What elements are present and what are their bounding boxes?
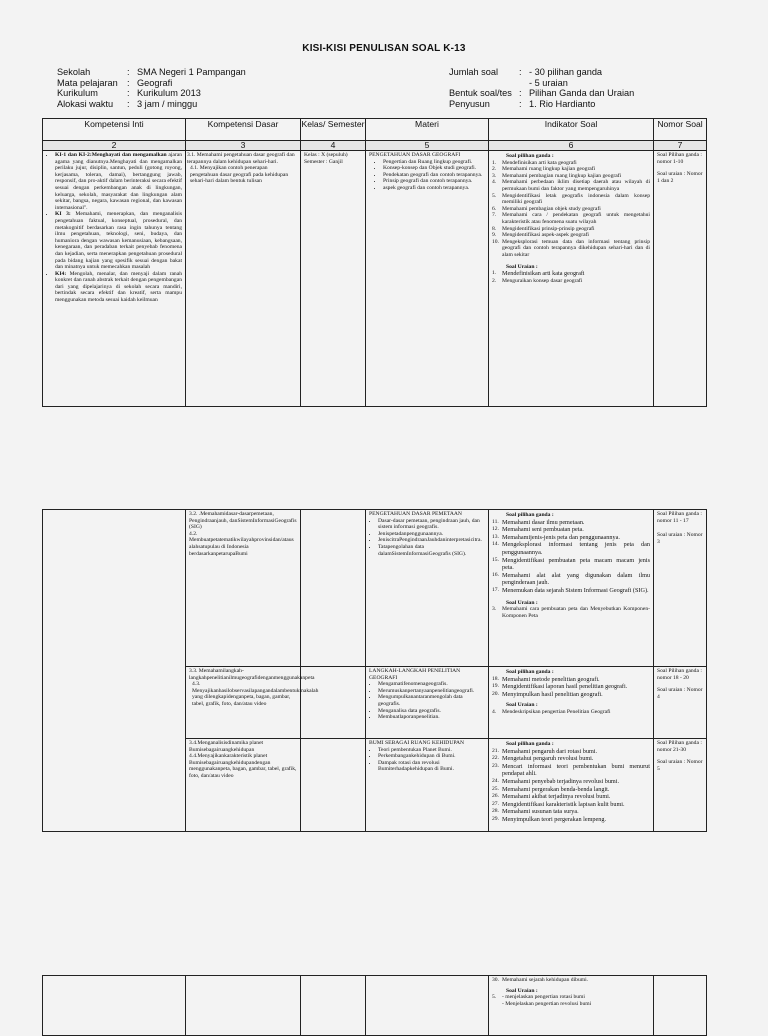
- indikator-item: [492, 166, 650, 173]
- pg-title: Soal pilihan ganda :: [506, 741, 554, 747]
- item-number: 17.: [492, 586, 499, 593]
- item-number: 6.: [492, 205, 497, 212]
- ki-lead: KI 3:: [55, 211, 71, 218]
- indikator-item: [492, 232, 650, 239]
- indikator-item: [492, 691, 650, 699]
- materi-item: • aspek geografi dan contoh terapannya.: [383, 185, 485, 192]
- item-text: Memahami perbedaan iklim disetiap daerah atau wilayah di permukaan bumi dan faktor yang mempengaruhinya: [502, 179, 650, 192]
- item-text: Memahami seni pembuatan peta.: [502, 526, 584, 534]
- materi-title: BUMI SEBAGAI RUANG KEHIDUPAN: [369, 740, 465, 746]
- materi-item: • Dasar-dasar pemetaan, pengindraan jauh, dan sistem informasi geografis.: [378, 518, 485, 531]
- item-number: 13.: [492, 533, 499, 540]
- pg-title: Soal pilihan ganda :: [506, 512, 554, 518]
- item-number: [492, 1001, 502, 1008]
- item-number: 1.: [492, 270, 497, 277]
- materi-item: • Menganalisa data geografis.: [378, 708, 485, 715]
- indikator-item: [492, 786, 650, 794]
- info-row-form: [449, 88, 634, 99]
- item-number: 21.: [492, 747, 499, 754]
- item-text: Memahami pembagian objek study geografi: [502, 205, 601, 212]
- info-colon: :: [127, 67, 130, 77]
- item-text: Memahamijenis-jenis peta dan penggunaannya.: [502, 533, 620, 541]
- item-text: Mengeksplorasi temuan data dan informasi tentang prinsip geografi dan contoh terapannya dikehidupan sehari-hari dan di alam sekitar: [502, 238, 650, 258]
- info-key: Kurikulum: [57, 88, 98, 98]
- info-value: SMA Negeri 1 Pampangan: [137, 67, 246, 77]
- item-text: Memahami sejarah kehidupan dibumi.: [502, 977, 589, 983]
- indikator-item: [492, 683, 650, 691]
- indikator-item: [492, 541, 650, 556]
- indikator-item: [492, 709, 650, 716]
- indikator-cell: [489, 739, 654, 832]
- item-text: Menyimpulkan hasil penelitian geografi.: [502, 690, 603, 698]
- info-row-time: [57, 99, 246, 110]
- item-text: Mengidentifikasi laporan hasil penelitian geografi.: [502, 683, 628, 691]
- indikator-cell: [489, 151, 654, 407]
- item-number: 7.: [492, 212, 497, 219]
- indikator-item: [492, 173, 650, 180]
- indikator-item: [492, 179, 650, 192]
- nomor-pg: Soal Pilihan ganda : nomor 1-10: [657, 152, 702, 165]
- item-number: 27.: [492, 800, 499, 807]
- item-text: - menjelaskan pengertian rotasi bumi: [502, 994, 585, 1001]
- info-key: Sekolah: [57, 67, 91, 77]
- info-key: [449, 78, 519, 89]
- materi-cell: [366, 510, 489, 667]
- col-number: 3: [186, 141, 301, 151]
- kd-cell: [186, 667, 319, 739]
- item-text: Menemukan data sejarah Sistem Informasi Geografi (SIG).: [502, 586, 649, 594]
- ur-title: Soal Uraian :: [506, 263, 538, 270]
- kd-item: 4.1. Menyajikan contoh penerapan pengetahuan dasar geografi pada kehidupan sehari-hari dalam bentuk tulisan: [190, 165, 289, 185]
- item-text: Mengidentifikasi prinsip-prinsip geografi: [502, 225, 595, 232]
- item-text: Memahami ruang lingkup kajian geografi: [502, 166, 596, 173]
- ki-cell-empty: [43, 976, 186, 1036]
- indikator-item: [492, 778, 650, 786]
- info-colon: :: [519, 98, 522, 109]
- materi-title: PENGETAHUAN DASAR PEMETAAN: [369, 511, 462, 517]
- indikator-item: [492, 606, 650, 619]
- ki-item: [55, 271, 182, 304]
- info-value: 1. Rio Hardianto: [529, 98, 596, 109]
- item-number: 8.: [492, 225, 497, 232]
- kelas-cell: [301, 151, 366, 407]
- item-text: Memahami pembagian ruang lingkup kajian geografi: [502, 172, 622, 179]
- col-number: 2: [43, 141, 186, 151]
- item-text: Memahami metode penelitian geografi.: [502, 675, 600, 683]
- item-text: Memahami cara / pendekatan geografi untuk mengetahui karakteristik atau fenomena suatu wilayah: [502, 212, 650, 225]
- kd-cell-empty: [186, 976, 301, 1036]
- kd-item: 3.2. .Memahamidasar-dasarpemetaan, Pengindraanjauh, danSistemInformasiGeografis (SIG): [189, 511, 297, 531]
- materi-item: • Teori pembentukan Planet Bumi.: [378, 747, 485, 754]
- item-number: 25.: [492, 785, 499, 792]
- indikator-item: [492, 212, 650, 225]
- item-number: 3.: [492, 172, 497, 179]
- item-text: Memahami susunan tata surya.: [502, 808, 579, 816]
- indikator-item: [492, 977, 650, 984]
- ki-item: [55, 152, 182, 211]
- indikator-item: [492, 748, 650, 756]
- col-header-indikator: Indikator Soal: [489, 119, 654, 141]
- materi-item: • Prinsip geografi dan contoh terapannya.: [383, 178, 485, 185]
- info-colon: :: [127, 88, 130, 98]
- kelas-cell-empty: [301, 976, 366, 1036]
- materi-title: LANGKAH-LANGKAH PENELITIAN GEOGRAFI: [369, 668, 461, 681]
- info-colon: :: [127, 77, 130, 88]
- indikator-item: [492, 270, 650, 278]
- info-row-author: [449, 99, 634, 110]
- info-value: 3 jam / minggu: [137, 98, 198, 109]
- item-text: Memahami dasar ilmu pemetaan.: [502, 518, 585, 526]
- materi-item: • Perkembangankehidupan di Bumi.: [378, 753, 485, 760]
- item-number: 9.: [492, 232, 497, 239]
- info-row-subject: [57, 78, 246, 89]
- ki-text: Memahami, menerapkan, dan menganalisis pengetahuan faktual, konseptual, prosedural, dan metakognitif berdasarkan rasa ingin tahunya tentang ilmu pengetahuan, teknologi, seni, budaya, dan humaniora dengan wawasan kemanusiaan, kebangsaan, kenegaraan, dan peradaban terkait penyebab fenomena dan kejadian, serta menerapkan pengetahuan prosedural pada bidang kajian yang spesifik sesuai dengan bakat dan minatnya untuk memecahkan masalah: [55, 211, 182, 271]
- indikator-item: [492, 755, 650, 763]
- col-header-materi: Materi: [366, 119, 489, 141]
- item-number: 5.: [492, 192, 497, 199]
- indikator-item: [492, 808, 650, 816]
- materi-cell: [366, 739, 489, 832]
- ur-title: Soal Uraian :: [506, 987, 538, 994]
- info-row-count: [449, 67, 634, 78]
- item-number: 24.: [492, 777, 499, 784]
- ki-cell: [43, 151, 186, 407]
- item-text: Mendefinisikan arti kata geografi: [502, 270, 585, 278]
- item-number: 20.: [492, 690, 499, 697]
- materi-item: • Jenispetadanpenggunaannya.: [378, 531, 485, 538]
- item-text: Mengidentifikasi pembuatan peta macam macam jenis peta.: [502, 556, 650, 572]
- materi-item: • Pengertian dan Ruang lingkup geografi.: [383, 159, 485, 166]
- indikator-item: [492, 676, 650, 684]
- item-number: 1.: [492, 159, 497, 166]
- item-number: 23.: [492, 762, 499, 769]
- info-key: Penyusun: [449, 98, 490, 109]
- kd-item: 4.3. Menyajikanhasilobservasilapangandalambentukmakalah yang dilengkapidenganpeta, bagan, gambar, tabel, grafik, foto, dan/atau video: [192, 681, 319, 707]
- item-number: 11.: [492, 518, 499, 525]
- item-text: Mengidentifikasi letak geografis indonesia dalam konsep memiliki geografi: [502, 192, 650, 206]
- item-number: 14.: [492, 541, 499, 548]
- ki-cell-empty: [43, 510, 186, 832]
- col-header-ki: Kompetensi Inti: [43, 119, 186, 141]
- info-value: - 30 pilihan ganda: [529, 67, 603, 77]
- col-number: 4: [301, 141, 366, 151]
- kd-item: 4.4.Menyajikankarakteristik planet Bumisebagairuangkehidupandengan menggunakanpeta, bagan, gambar, tabel, grafik, foto, dan/atau video: [189, 753, 297, 779]
- kelas-cell-empty: [301, 510, 366, 667]
- kisi-table-continued: [42, 509, 707, 832]
- item-number: 30.: [492, 977, 499, 983]
- item-text: - Menjelaskan pengertian revolusi bumi: [502, 1000, 592, 1007]
- col-header-kd: Kompetensi Dasar: [186, 119, 301, 141]
- indikator-item: [492, 534, 650, 542]
- item-text: Menguraikan konsep dasar geografi: [502, 277, 583, 284]
- info-value: - 5 uraian: [529, 77, 568, 88]
- indikator-cell: [489, 667, 654, 739]
- indikator-item: [492, 239, 650, 259]
- item-number: 15.: [492, 556, 499, 563]
- kd-cell: [186, 739, 301, 832]
- indikator-item: [492, 763, 650, 778]
- ki-item: [55, 211, 182, 270]
- item-text: Mengidentifikasi karakteristik lapisan kulit bumi.: [502, 800, 625, 808]
- materi-item: • Dampak rotasi dan revolusi Bumiterhadapkehidupan di Bumi.: [378, 760, 485, 773]
- item-text: Mencari informasi teori pembentukan bumi menurut pendapat ahli.: [502, 762, 650, 778]
- item-text: Memahami akibat terjadinya revolusi bumi.: [502, 793, 611, 801]
- kelas-text: Kelas : X (sepuluh) Semester : Ganjil: [304, 152, 348, 165]
- materi-title: PENGETAHUAN DASAR GEOGRAFI: [369, 152, 461, 158]
- info-row-school: [57, 67, 246, 78]
- item-text: Mengidentifikasi aspek-aspek geografi: [502, 232, 589, 239]
- materi-item: • Tatapengolahan data dalamSistemInformasiGeografis (SIG).: [378, 544, 485, 557]
- item-number: 18.: [492, 675, 499, 682]
- pg-title: Soal pilihan ganda :: [506, 669, 554, 675]
- materi-item: • Membuatlaporanpenelitian.: [378, 714, 485, 721]
- materi-item: • Mengamatifenomenageografis.: [378, 681, 485, 688]
- kd-item: 4.2. Membuatpetatematikwilayahprovinsidan/ataus alahsatupulau di Indonesia berdasarkanpetarupaBumi: [189, 530, 294, 557]
- item-number: 28.: [492, 808, 499, 815]
- indikator-item: [492, 526, 650, 534]
- item-number: 16.: [492, 571, 499, 578]
- item-number: 10.: [492, 238, 499, 245]
- item-text: Memahami pengaruh dari rotasi bumi.: [502, 747, 598, 755]
- col-header-nomor: Nomor Soal: [654, 119, 707, 141]
- indikator-item: [492, 572, 650, 587]
- info-key: Alokasi waktu: [57, 98, 114, 109]
- materi-cell: [366, 667, 489, 739]
- nomor-ur: Soal uraian : Nomor 1 dan 2: [657, 171, 703, 184]
- info-row-count-2: [449, 78, 634, 89]
- ur-title: Soal Uraian :: [506, 702, 538, 709]
- indikator-item: [492, 793, 650, 801]
- info-value: Kurikulum 2013: [137, 88, 201, 98]
- nomor-pg: Soal Pilihan ganda : nomor 18 - 20: [657, 668, 702, 681]
- item-text: Memahami pergerakan benda-benda langit.: [502, 785, 610, 793]
- item-number: 19.: [492, 683, 499, 690]
- kd-cell: [186, 510, 301, 667]
- info-key: Mata pelajaran: [57, 77, 118, 88]
- item-text: Memahami penyebab terjadinya revolusi bumi.: [502, 777, 620, 785]
- item-number: 5.: [492, 994, 497, 1001]
- indikator-item: [492, 519, 650, 527]
- ki-text: Mengolah, menalar, dan menyaji dalam ranah konkret dan ranah abstrak terkait dengan pengembangan dari yang dipelajarinya di sekolah secara mandiri, bertindak secara efektif dan kreatif, serta mampu menggunakan metoda sesuai kaidah keilmuan: [55, 270, 182, 304]
- materi-item: • Merumuskanpertanyaanpenelitiangeografi.: [378, 688, 485, 695]
- nomor-cell: [654, 667, 707, 739]
- item-number: 26.: [492, 793, 499, 800]
- col-number: 5: [366, 141, 489, 151]
- nomor-pg: Soal Pilihan ganda : nomor 21-30: [657, 740, 702, 753]
- item-text: Mendeskripsikan pengertian Penelitian Geografi: [502, 708, 611, 715]
- info-value: Geografi: [137, 77, 173, 88]
- materi-item: • Mengumpulkanantaranmengolah data geografis.: [378, 694, 485, 707]
- ki-lead: KI4:: [55, 270, 67, 277]
- indikator-item: [492, 1001, 650, 1008]
- kd-cell: [186, 151, 301, 407]
- kd-item: 3.3. Memahamilangkah-langkahpenelitianilmugeografidenganmenggunakanpeta: [189, 668, 315, 681]
- item-number: 4.: [492, 179, 497, 186]
- item-number: 2.: [492, 166, 497, 173]
- col-header-kelas: Kelas/ Semester: [301, 119, 366, 141]
- indikator-cell: [489, 976, 654, 1036]
- item-number: 3.: [492, 606, 497, 613]
- item-number: 22.: [492, 755, 499, 762]
- materi-item: • Konsep-konsep dan Objek studi geografi.: [383, 165, 485, 172]
- indikator-item: [492, 278, 650, 286]
- info-colon: :: [127, 98, 130, 109]
- ki-lead: KI-1 dan KI-2:Menghayati dan mengamalkan: [55, 152, 167, 158]
- nomor-ur: Soal uraian : Nomor 3: [657, 532, 703, 545]
- indikator-item: [492, 557, 650, 572]
- nomor-cell: [654, 739, 707, 832]
- ki-text: ajaran agama yang dianutnya.Menghayati dan mengamalkan perilaku jujur, disiplin, santun, peduli (gotong royong, kerjasama, toleran, damai), bertanggung jawab, responsif, dan pro-aktif dalam berinteraksi secara efektif sesuai dengan perkembangan anak di lingkungan, keluarga, sekolah, masyarakat dan lingkungan alam sekitar, bangsa, negara, kawasan regional, dan kawasan internasional".: [55, 152, 183, 211]
- nomor-cell: [654, 151, 707, 407]
- info-key: Bentuk soal/tes: [449, 88, 512, 98]
- nomor-ur: Soal uraian : Nomor 4: [657, 687, 703, 700]
- indikator-item: [492, 816, 650, 824]
- item-text: Mengeksplorasi informasi tentang jenis peta dan penggunaannya.: [502, 541, 650, 556]
- kd-item: 3.4.Menganalisisdinamika planet Bumisebagairuangkehidupan: [189, 740, 264, 753]
- info-colon: :: [519, 88, 522, 98]
- item-number: 4.: [492, 708, 497, 715]
- indikator-item: [492, 994, 650, 1001]
- info-colon: :: [519, 67, 522, 77]
- col-number: 6: [489, 141, 654, 151]
- document-title: KISI-KISI PENULISAN SOAL K-13: [302, 43, 466, 54]
- school-info: [57, 67, 246, 109]
- nomor-cell: [654, 510, 707, 667]
- indikator-item: [492, 587, 650, 595]
- item-number: 29.: [492, 815, 499, 822]
- kelas-cell-empty: [301, 739, 366, 832]
- materi-cell: [366, 151, 489, 407]
- kd-item: 3.1. Memahami pengetahuan dasar geografi dan terapannya dalam kehidupan sehari-hari.: [187, 152, 295, 165]
- materi-item: • JeniscitraPengindraanJauhdaninterpretasicitra.: [378, 537, 485, 544]
- indikator-cell: [489, 510, 654, 667]
- pg-title: Soal pilihan ganda :: [506, 153, 554, 159]
- indikator-item: [492, 193, 650, 206]
- info-colon: [519, 78, 529, 89]
- item-text: Memahami cara pembuatan peta dan Menyebutkan Komponen-Komponen Peta: [502, 606, 650, 619]
- nomor-pg: Soal Pilihan ganda : nomor 11 - 17: [657, 511, 702, 524]
- indikator-item: [492, 801, 650, 809]
- item-text: Menyimpulkan teori pergerakan lempeng.: [502, 815, 607, 823]
- info-value: Pilihan Ganda dan Uraian: [529, 88, 635, 98]
- kisi-table-page3: [42, 975, 707, 1036]
- nomor-ur: Soal uraian : Nomor 5: [657, 759, 703, 772]
- kisi-table-main: [42, 118, 707, 407]
- col-number: 7: [654, 141, 707, 151]
- info-row-curriculum: [57, 88, 246, 99]
- item-number: 2.: [492, 277, 497, 284]
- item-number: 12.: [492, 526, 499, 533]
- test-info: [449, 67, 634, 109]
- item-text: Memahami alat alat yang digunakan dalam ilmu penginderaan jauh.: [502, 571, 650, 587]
- item-text: Mendefinisikan arti kata geografi: [502, 159, 577, 166]
- nomor-cell-empty: [654, 976, 707, 1036]
- ur-title: Soal Uraian :: [506, 599, 538, 606]
- materi-item: • Pendekatan geografi dan contoh terapannya.: [383, 172, 485, 179]
- materi-cell-empty: [366, 976, 489, 1036]
- item-text: Mengetahui pengaruh revolusi bumi.: [502, 755, 594, 763]
- info-key: Jumlah soal: [449, 67, 499, 77]
